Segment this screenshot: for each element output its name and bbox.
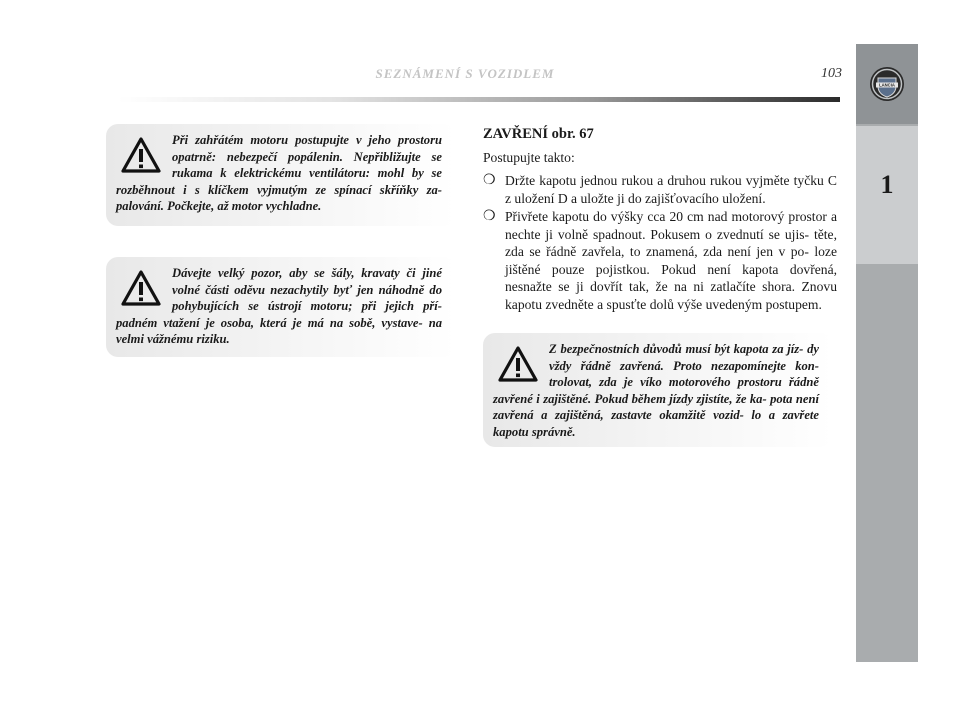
bullet-circle-icon: ❍: [483, 209, 496, 224]
warning-triangle-icon: [120, 136, 162, 174]
logo-box: [856, 44, 918, 124]
warning-triangle-icon: [497, 345, 539, 383]
section-intro: Postupujte takto:: [483, 150, 575, 165]
header-rule: [118, 97, 840, 102]
warning-text: Při zahřátém motoru postupujte v jeho prostoru opatrně: nebezpečí popálenin. Nepřibližujte se rukama k elektrickému ventilátoru: mohl by se rozběhnout i s klíčkem vyjmutým ze spínací skříňky za- palování. Počkejte, až motor vychladne.: [116, 133, 442, 214]
bullet-circle-icon: ❍: [483, 173, 496, 188]
warning-text: Dávejte velký pozor, aby se šály, kravaty či jiné volné části oděvu nezachytily byť jen náhodně do pohybujících se ústrojí motoru; při jejich pří- padném vtažení je osoba, která je má na sobě, vystave- na velmi vážnému riziku.: [116, 266, 442, 347]
chapter-box: [856, 126, 918, 264]
lancia-shield-icon: [867, 64, 907, 104]
warning-box-loose-clothing: [106, 257, 456, 357]
step-text: Přivřete kapotu do výšky cca 20 cm nad motorový prostor a nechte ji volně spadnout. Pokusem o zvednutí se ujis- těte, zda se řádně zavřela, to znamená, zda není jen v po- loze jištěné pouze pojistkou. Pokud není kapota dovřená, nesnažte se ji dovřít tak, že na ni zatlačíte shora. Znovu kapotu zvedněte a spusťte dolů výše uvedeným postupem.: [505, 209, 837, 312]
warning-box-hood-closed: [483, 333, 833, 447]
chapter-number: 1: [880, 170, 894, 199]
warning-triangle-icon: [120, 269, 162, 307]
warning-text: Z bezpečnostních důvodů musí být kapota za jíz- dy vždy řádně zavřená. Proto nezapomínejte kon- trolovat, zda je víko motorového prostoru řádně zavřené i zajištěné. Pokud během jízdy zjistíte, že ka- pota není zavřená a zajištěná, zastavte okamžitě vozid- lo a zavřete kapotu správně.: [493, 342, 819, 439]
warning-box-hot-engine: [106, 124, 456, 226]
running-header-title: SEZNÁMENÍ S VOZIDLEM: [375, 66, 555, 81]
page-number: 103: [821, 66, 842, 81]
step-text: Držte kapotu jednou rukou a druhou rukou vyjměte tyčku C z uložení D a uložte ji do zajišťovacího uložení.: [505, 173, 837, 206]
logo-text: LANCIA: [879, 82, 895, 88]
section-heading: ZAVŘENÍ obr. 67: [483, 126, 594, 142]
chapter-side-tab: [856, 44, 918, 662]
list-item: [483, 208, 837, 314]
list-item: [483, 172, 837, 207]
